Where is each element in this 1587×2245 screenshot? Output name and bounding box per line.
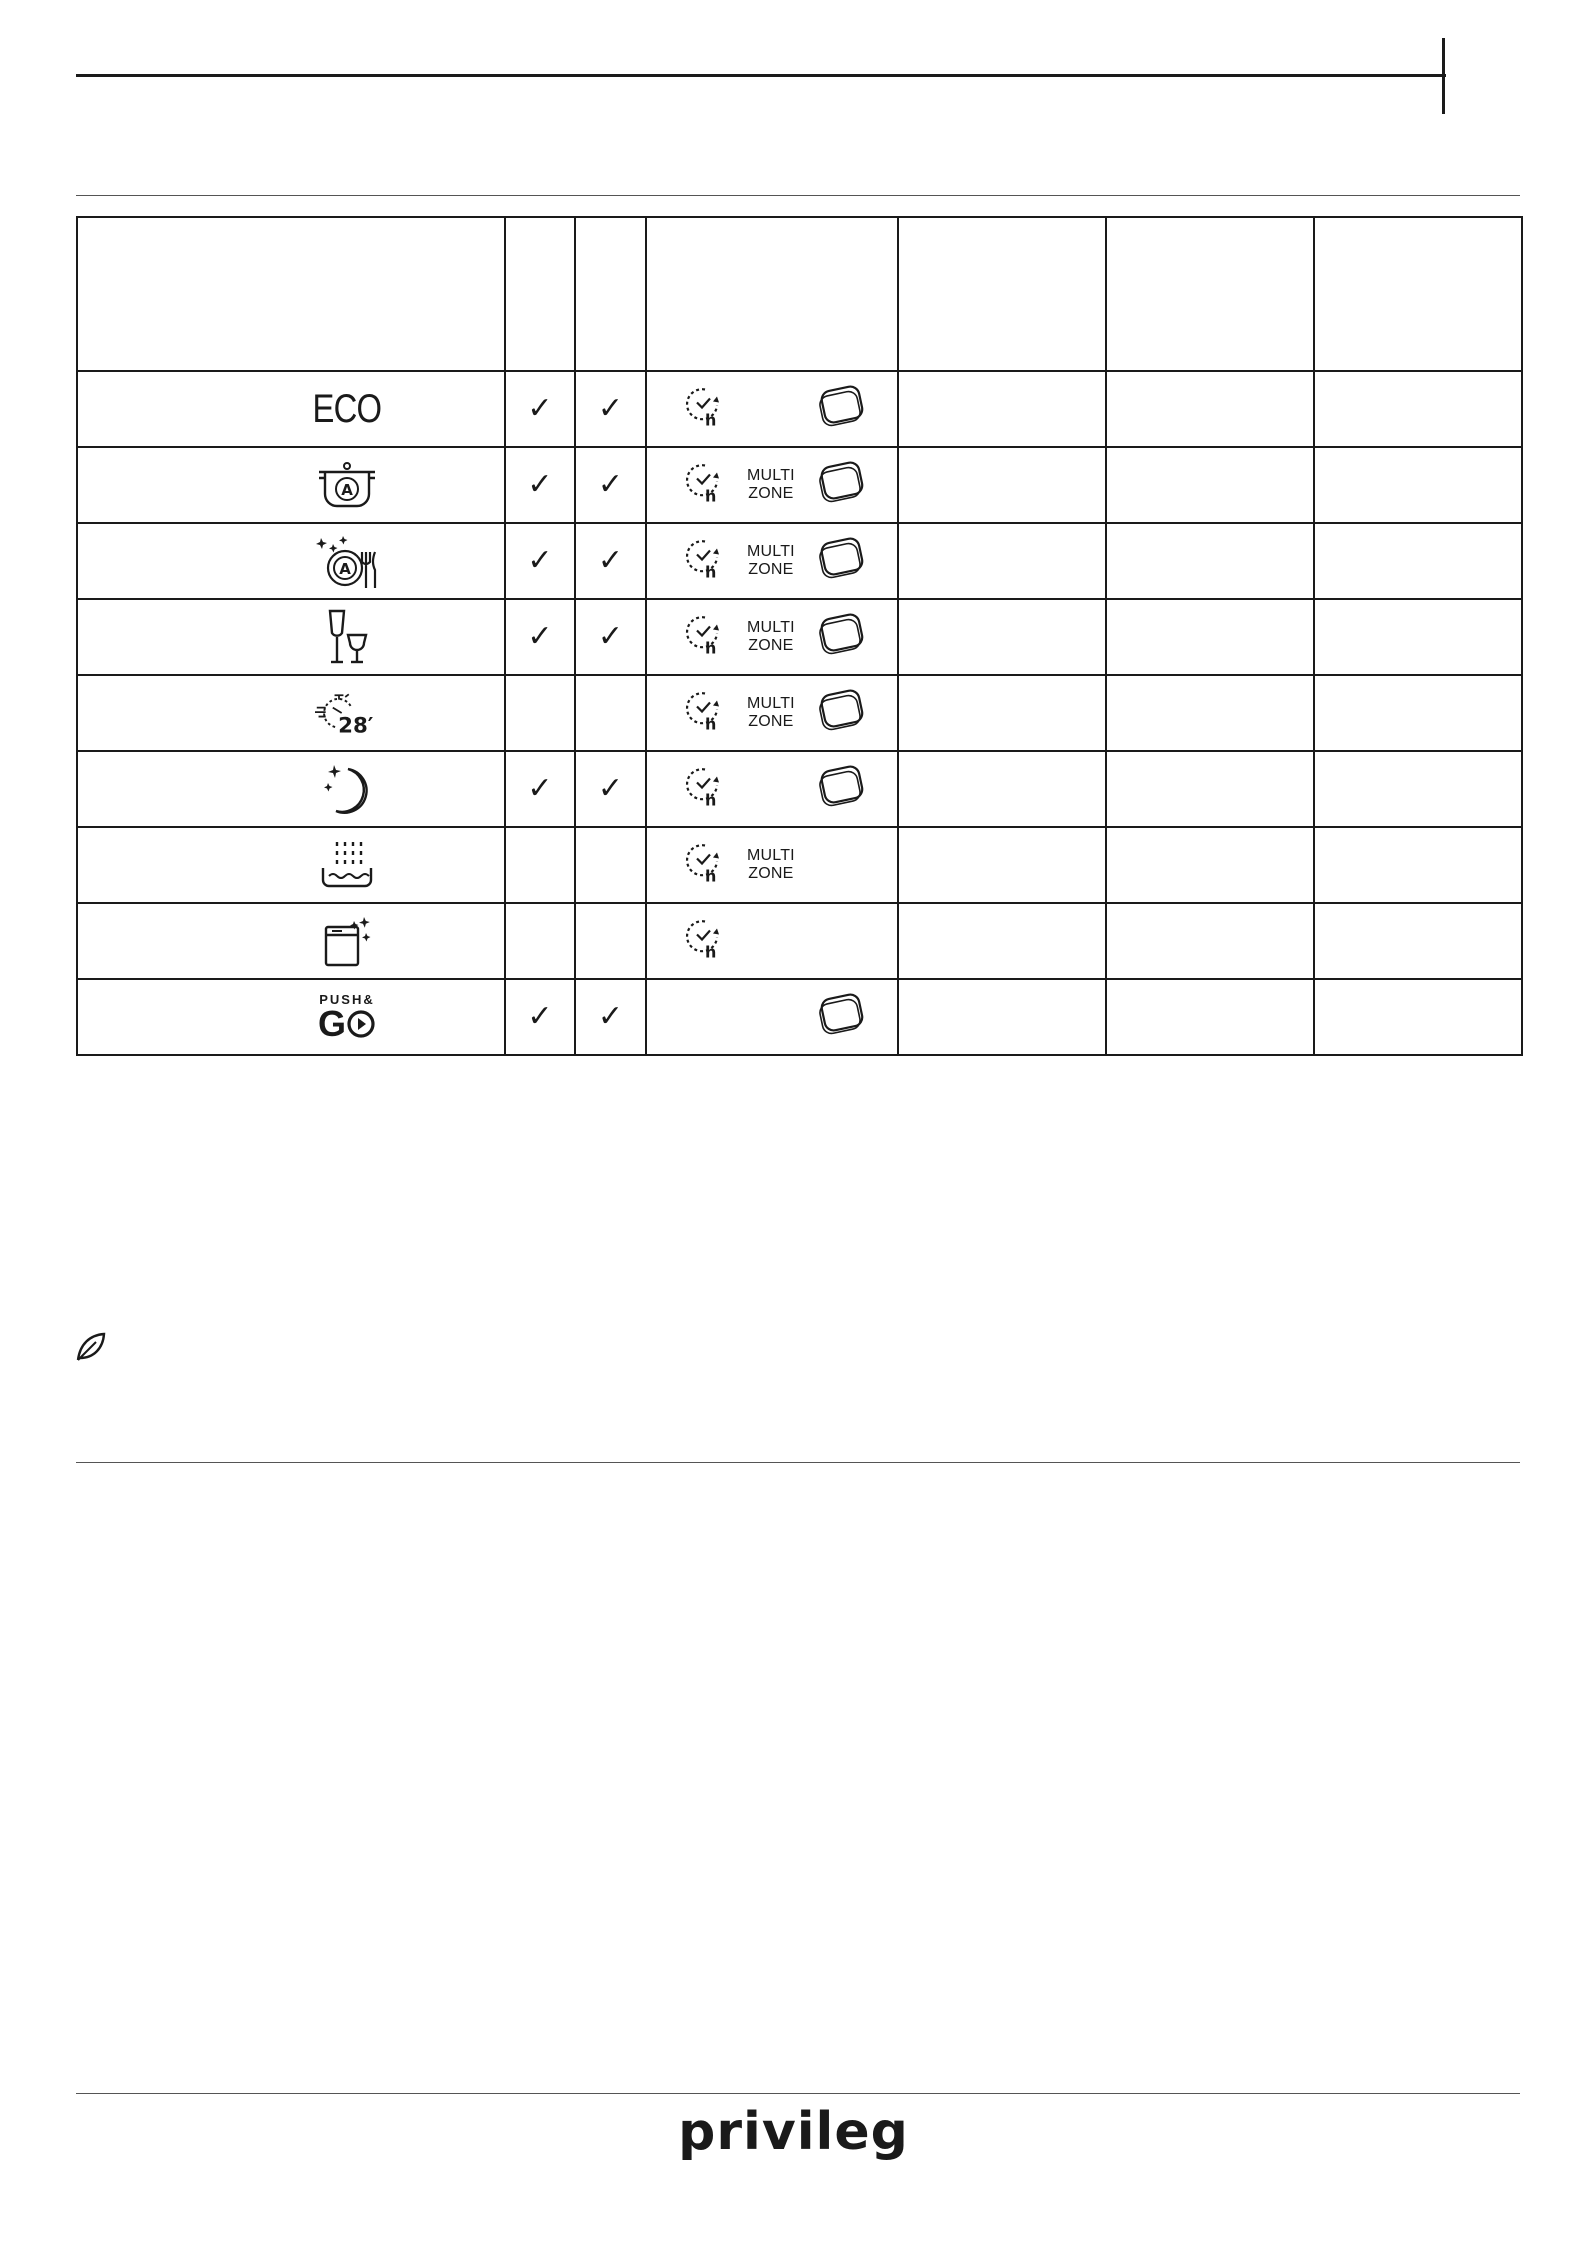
table-cell: [1106, 447, 1314, 523]
option-check-2: ✓: [575, 371, 646, 447]
option-check-1: ✓: [505, 371, 575, 447]
quick-28-icon: [315, 686, 379, 740]
brand-logo: privileg: [678, 2102, 909, 2162]
option-check-1: ✓: [505, 751, 575, 827]
multizone-label: MULTI ZONE: [747, 619, 795, 654]
table-cell: [898, 903, 1106, 979]
eco-program-icon: ECO: [312, 386, 382, 431]
option-check-2: [575, 903, 646, 979]
options-cell: [646, 523, 898, 599]
table-cell: [1106, 371, 1314, 447]
program-cell: [77, 827, 505, 903]
table-row: [77, 751, 1522, 827]
section-divider: [76, 195, 1520, 196]
push-and-go-icon: [315, 990, 379, 1044]
night-program-icon: [315, 762, 379, 816]
svg-text:h: h: [705, 790, 717, 810]
table-cell: [898, 827, 1106, 903]
auto-intensive-icon: [315, 458, 379, 512]
table-header-row: [77, 217, 1522, 371]
tablet-icon: [818, 613, 866, 662]
table-cell: [1314, 599, 1522, 675]
multizone-label: MULTI ZONE: [747, 543, 795, 578]
header-cell-options: [646, 217, 898, 371]
program-cell: [77, 979, 505, 1055]
delay-start-icon: [683, 460, 723, 511]
svg-text:A: A: [341, 481, 353, 499]
header-cell-option-1: [505, 217, 575, 371]
table-cell: [1106, 599, 1314, 675]
table-row: [77, 903, 1522, 979]
glass-care-icon: [315, 610, 379, 664]
program-cell: [77, 523, 505, 599]
svg-text:h: h: [705, 410, 717, 430]
svg-text:h: h: [705, 714, 717, 734]
options-cell: [646, 447, 898, 523]
program-cell: [77, 903, 505, 979]
table-row: [77, 979, 1522, 1055]
table-row: [77, 599, 1522, 675]
options-cell: [646, 903, 898, 979]
table-cell: [1314, 675, 1522, 751]
option-check-1: ✓: [505, 447, 575, 523]
svg-text:28′: 28′: [338, 713, 374, 739]
tablet-icon: [818, 385, 866, 434]
table-cell: [898, 447, 1106, 523]
svg-text:h: h: [705, 486, 717, 506]
option-check-2: ✓: [575, 599, 646, 675]
option-check-1: [505, 827, 575, 903]
table-cell: [898, 675, 1106, 751]
svg-text:h: h: [705, 562, 717, 582]
options-cell: [646, 751, 898, 827]
table-cell: [1314, 979, 1522, 1055]
table-cell: [898, 599, 1106, 675]
tablet-icon: [818, 689, 866, 738]
header-rule: [76, 74, 1446, 77]
delay-start-icon: [683, 612, 723, 663]
prewash-icon: [315, 838, 379, 892]
table-row: [77, 371, 1522, 447]
tablet-icon: [818, 765, 866, 814]
multizone-label: MULTI ZONE: [747, 847, 795, 882]
table-cell: [898, 523, 1106, 599]
header-cell-col-6: [1106, 217, 1314, 371]
program-cell: [77, 675, 505, 751]
option-check-1: ✓: [505, 599, 575, 675]
delay-start-icon: [683, 840, 723, 891]
table-cell: [898, 979, 1106, 1055]
svg-text:h: h: [705, 866, 717, 886]
play-circle-icon: [346, 1009, 376, 1039]
options-cell: [646, 979, 898, 1055]
program-table: [76, 216, 1523, 1056]
table-row: [77, 827, 1522, 903]
options-cell: [646, 827, 898, 903]
option-check-2: [575, 675, 646, 751]
table-cell: [1314, 827, 1522, 903]
section-divider: [76, 1462, 1520, 1463]
svg-text:A: A: [339, 560, 351, 578]
option-check-1: ✓: [505, 523, 575, 599]
svg-text:h: h: [705, 638, 717, 658]
header-tick: [1442, 38, 1445, 114]
delay-start-icon: [683, 688, 723, 739]
table-row: [77, 523, 1522, 599]
table-cell: [1106, 827, 1314, 903]
svg-text:h: h: [705, 942, 717, 962]
option-check-2: ✓: [575, 751, 646, 827]
options-cell: [646, 599, 898, 675]
table-cell: [1314, 903, 1522, 979]
option-check-2: ✓: [575, 979, 646, 1055]
push-go-top-text: PUSH&: [319, 992, 375, 1007]
program-cell: [77, 371, 505, 447]
table-cell: [1106, 751, 1314, 827]
header-cell-col-7: [1314, 217, 1522, 371]
delay-start-icon: [683, 384, 723, 435]
option-check-2: [575, 827, 646, 903]
footer-rule: [76, 2093, 1520, 2094]
delay-start-icon: [683, 764, 723, 815]
program-cell: [77, 599, 505, 675]
table-cell: [1106, 903, 1314, 979]
tablet-icon: [818, 461, 866, 510]
option-check-1: ✓: [505, 979, 575, 1055]
header-cell-program: [77, 217, 505, 371]
multizone-label: MULTI ZONE: [747, 467, 795, 502]
tablet-icon: [818, 537, 866, 586]
table-cell: [898, 371, 1106, 447]
table-cell: [1106, 675, 1314, 751]
table-cell: [898, 751, 1106, 827]
auto-normal-icon: [315, 534, 379, 588]
options-cell: [646, 675, 898, 751]
table-row: [77, 447, 1522, 523]
table-cell: [1314, 751, 1522, 827]
eco-leaf-icon: [74, 1330, 108, 1369]
option-check-2: ✓: [575, 523, 646, 599]
tablet-icon: [818, 993, 866, 1042]
table-row: [77, 675, 1522, 751]
self-clean-icon: [315, 914, 379, 968]
option-check-2: ✓: [575, 447, 646, 523]
table-cell: [1106, 523, 1314, 599]
table-cell: [1106, 979, 1314, 1055]
table-cell: [1314, 523, 1522, 599]
option-check-1: [505, 675, 575, 751]
program-cell: [77, 751, 505, 827]
table-cell: [1314, 371, 1522, 447]
delay-start-icon: [683, 536, 723, 587]
push-go-letter: G: [317, 1003, 346, 1044]
multizone-label: MULTI ZONE: [747, 695, 795, 730]
header-cell-col-5: [898, 217, 1106, 371]
option-check-1: [505, 903, 575, 979]
table-cell: [1314, 447, 1522, 523]
program-cell: [77, 447, 505, 523]
header-cell-option-2: [575, 217, 646, 371]
delay-start-icon: [683, 916, 723, 967]
options-cell: [646, 371, 898, 447]
